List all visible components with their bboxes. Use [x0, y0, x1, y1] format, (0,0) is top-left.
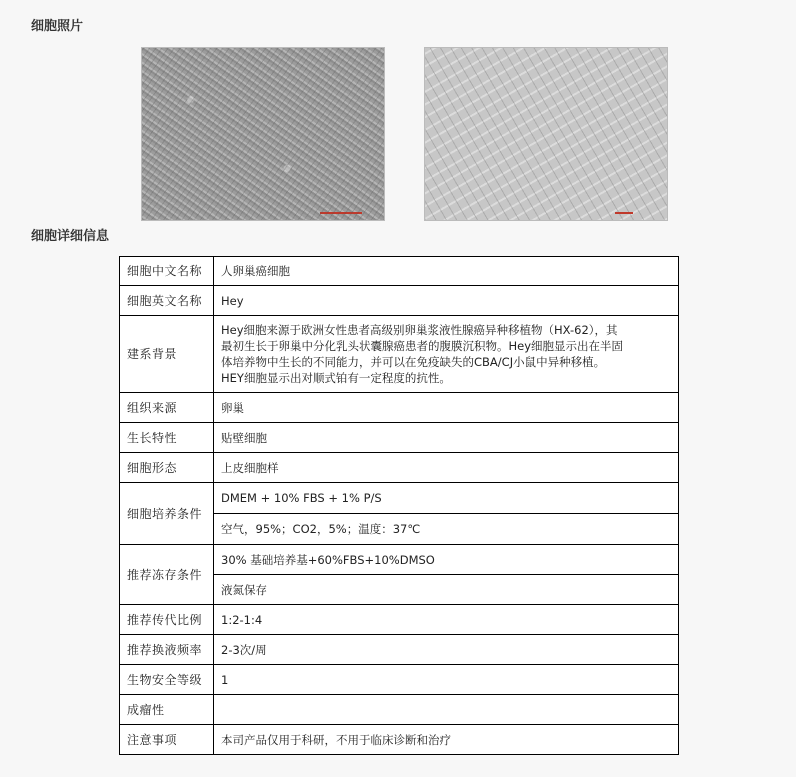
table-row	[120, 453, 679, 483]
table-row	[120, 605, 679, 635]
row-value: 卵巢	[214, 393, 679, 423]
culture-atmosphere: 空气，95%；CO2，5%；温度：37℃	[214, 514, 679, 545]
row-label: 细胞培养条件	[120, 483, 214, 545]
info-section-title: 细胞详细信息	[31, 229, 110, 244]
row-label: 细胞中文名称	[120, 257, 214, 286]
row-label: 推荐冻存条件	[120, 545, 214, 605]
table-row	[120, 483, 679, 514]
table-row	[120, 635, 679, 665]
scale-bar	[615, 212, 633, 214]
culture-medium: DMEM + 10% FBS + 1% P/S	[214, 483, 679, 514]
row-label: 注意事项	[120, 725, 214, 755]
row-value: 2-3次/周	[214, 635, 679, 665]
cell-info-table	[119, 256, 679, 755]
table-row	[120, 665, 679, 695]
row-value: 本司产品仅用于科研，不用于临床诊断和治疗	[214, 725, 679, 755]
row-label: 生长特性	[120, 423, 214, 453]
row-value	[214, 695, 679, 725]
row-label: 推荐换液频率	[120, 635, 214, 665]
table-row	[120, 257, 679, 286]
row-value: 上皮细胞样	[214, 453, 679, 483]
background-line: 体培养物中生长的不同能力，并可以在免疫缺失的CBA/CJ小鼠中异种移植。	[221, 355, 606, 369]
table-row	[120, 725, 679, 755]
row-value: 1	[214, 665, 679, 695]
row-label: 推荐传代比例	[120, 605, 214, 635]
photos-section-title: 细胞照片	[31, 19, 84, 34]
row-label: 建系背景	[120, 316, 214, 393]
cell-photo-1	[141, 47, 385, 221]
row-value: Hey	[214, 286, 679, 316]
freezing-medium: 30% 基础培养基+60%FBS+10%DMSO	[214, 545, 679, 575]
table-row	[120, 545, 679, 575]
table-row	[120, 393, 679, 423]
table-row	[120, 286, 679, 316]
row-label: 生物安全等级	[120, 665, 214, 695]
row-label: 细胞形态	[120, 453, 214, 483]
table-row	[120, 695, 679, 725]
cell-photo-2	[424, 47, 668, 221]
table-row	[120, 316, 679, 393]
background-line: Hey细胞来源于欧洲女性患者高级别卵巢浆液性腺癌异种移植物（HX-62），其	[221, 323, 618, 337]
background-line: HEY细胞显示出对顺式铂有一定程度的抗性。	[221, 371, 451, 385]
row-value: 1:2-1:4	[214, 605, 679, 635]
background-text	[214, 316, 679, 393]
background-line: 最初生长于卵巢中分化乳头状囊腺癌患者的腹膜沉积物。Hey细胞显示出在半固	[221, 339, 624, 353]
row-label: 成瘤性	[120, 695, 214, 725]
row-value: 贴壁细胞	[214, 423, 679, 453]
row-label: 组织来源	[120, 393, 214, 423]
freezing-storage: 液氮保存	[214, 575, 679, 605]
row-value: 人卵巢癌细胞	[214, 257, 679, 286]
table-row	[120, 423, 679, 453]
scale-bar	[320, 212, 362, 214]
row-label: 细胞英文名称	[120, 286, 214, 316]
